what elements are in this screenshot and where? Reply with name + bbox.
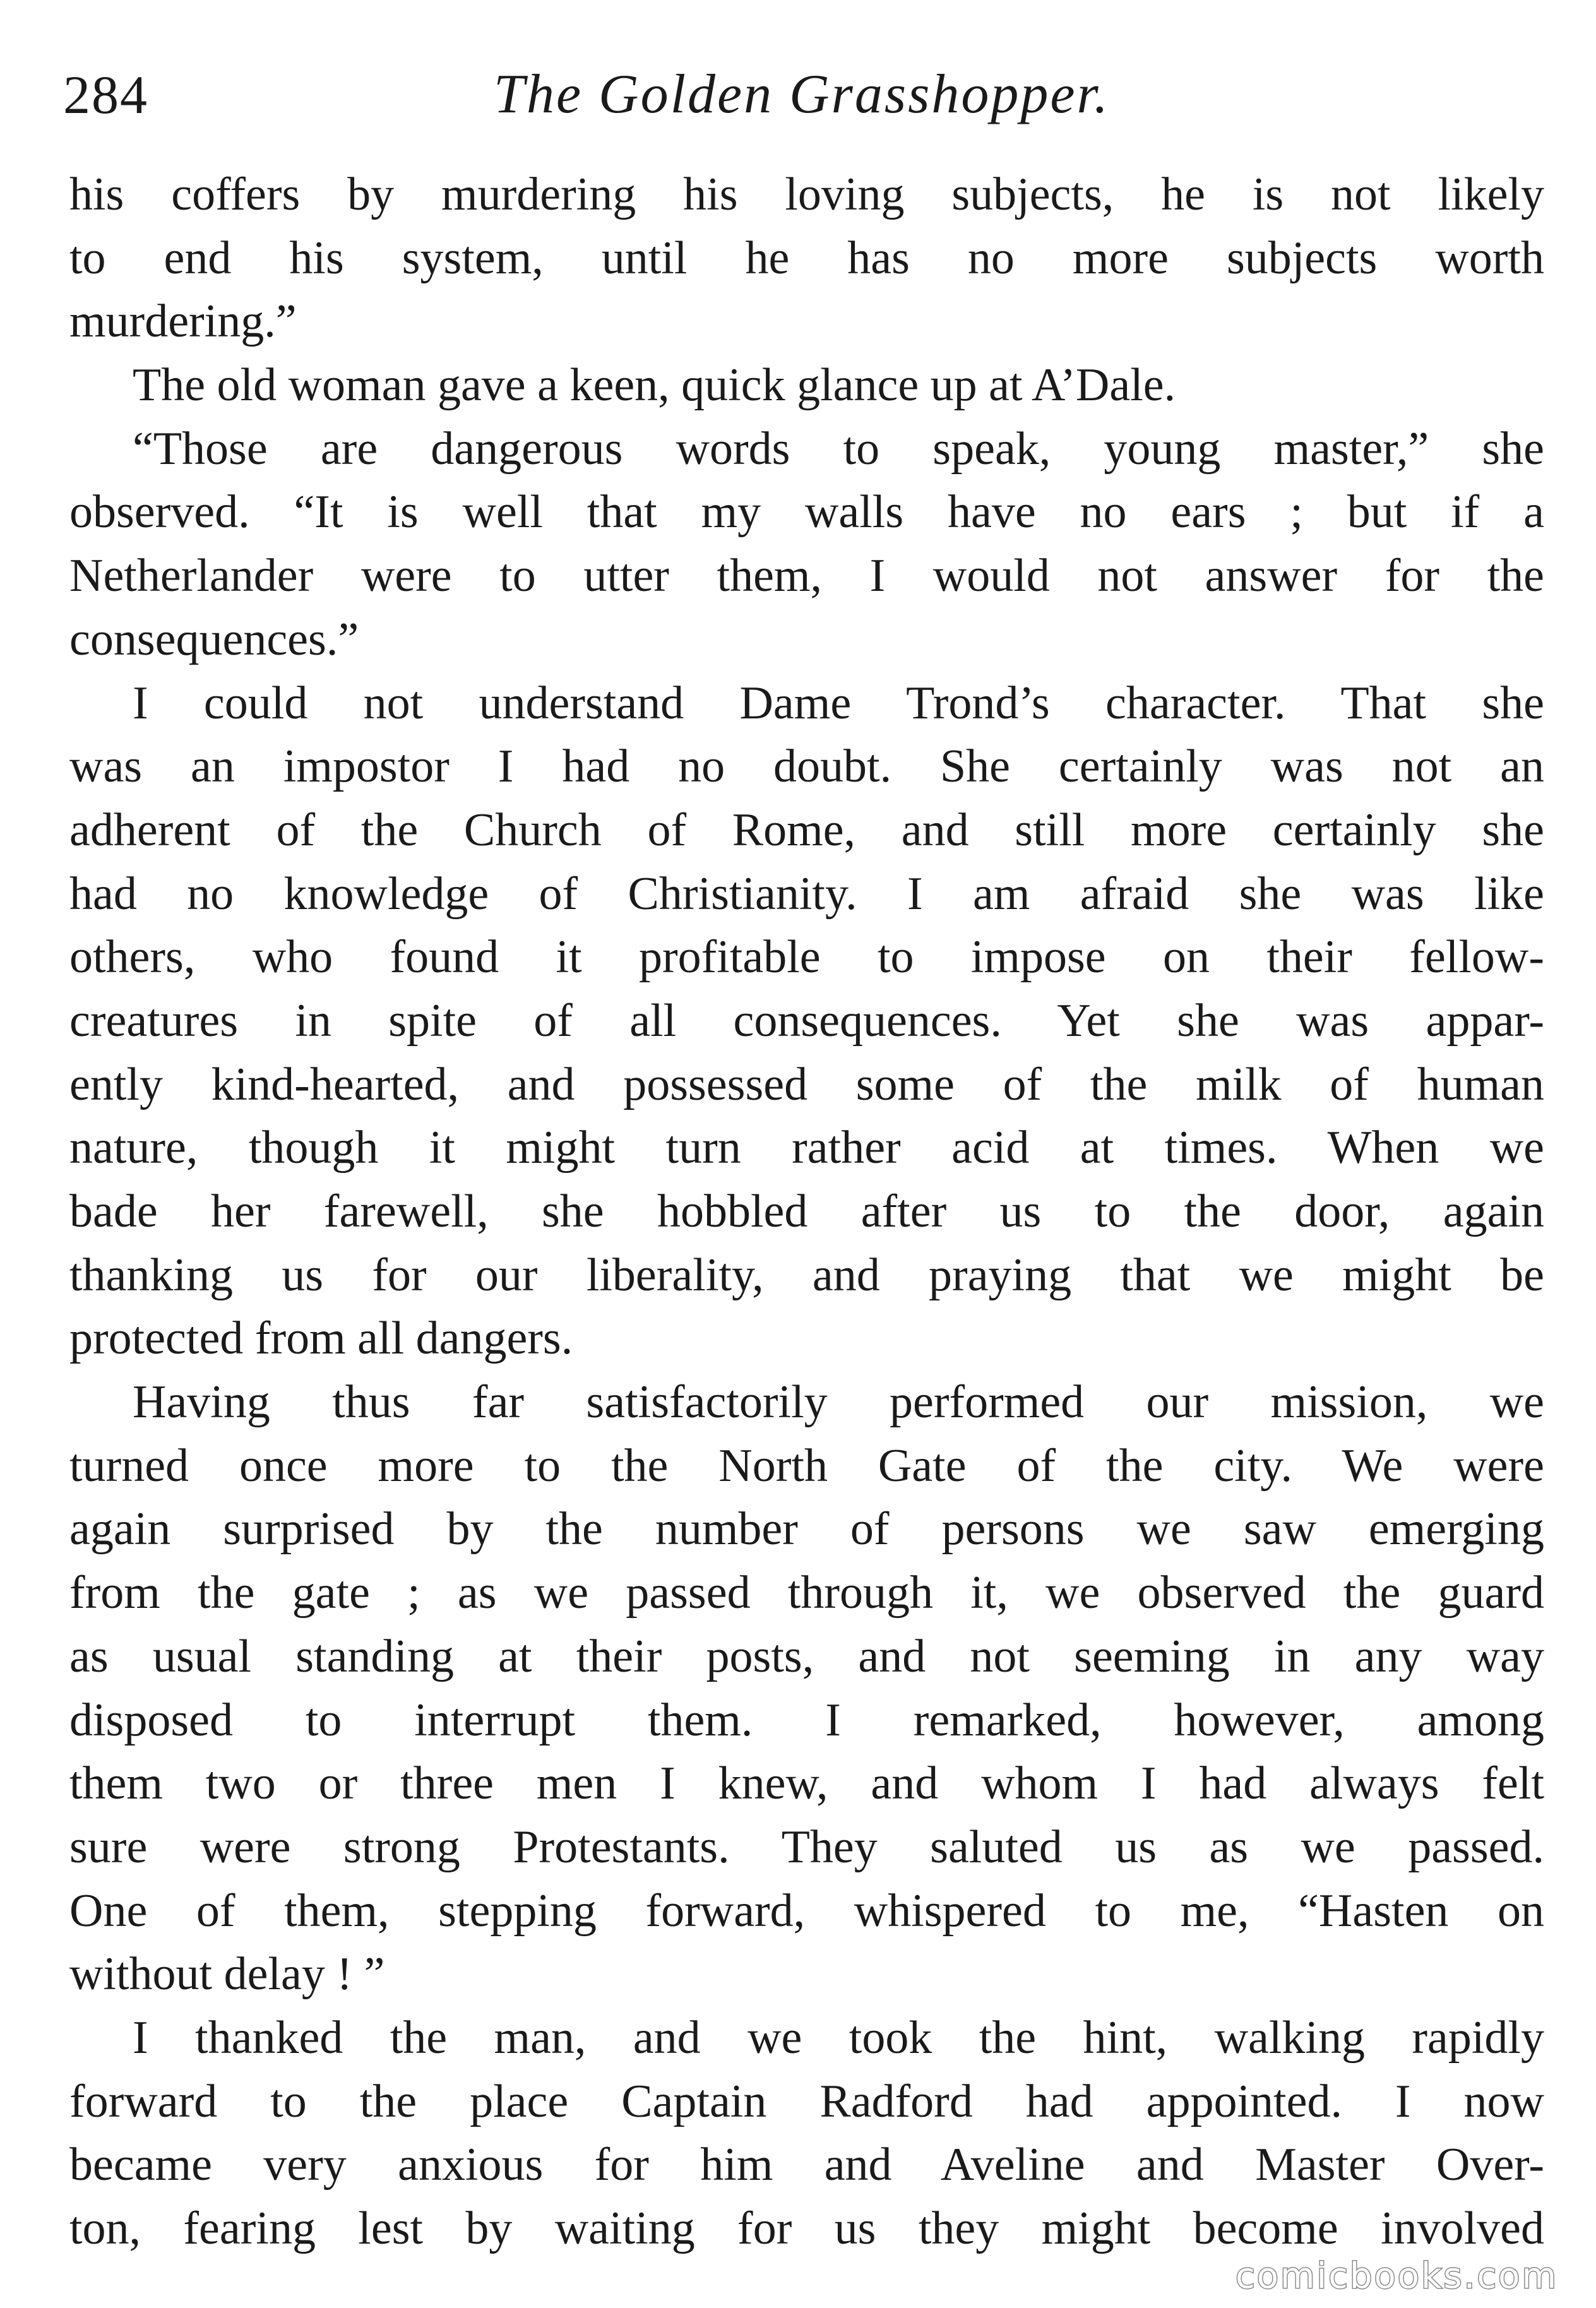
text-line: from the gate ; as we passed through it, we observed the guard bbox=[69, 1567, 1544, 1619]
text-line: them two or three men I knew, and whom I had always felt bbox=[69, 1758, 1544, 1810]
running-head bbox=[63, 57, 1540, 139]
page-number: 284 bbox=[63, 64, 148, 125]
text-line: to end his system, until he has no more subjects worth bbox=[69, 232, 1544, 284]
text-line: ton, fearing lest by waiting for us they might become involved bbox=[69, 2203, 1544, 2254]
text-line: his coffers by murdering his loving subjects, he is not likely bbox=[69, 169, 1544, 220]
text-line: ently kind-hearted, and possessed some of the milk of human bbox=[69, 1058, 1544, 1110]
text-line: sure were strong Protestants. They saluted us as we passed. bbox=[69, 1821, 1544, 1873]
text-line: disposed to interrupt them. I remarked, however, among bbox=[69, 1694, 1544, 1746]
text-line: I thanked the man, and we took the hint, walking rapidly bbox=[133, 2011, 1544, 2064]
text-line: “Those are dangerous words to speak, young master,” she bbox=[133, 422, 1544, 475]
text-line: turned once more to the North Gate of the city. We were bbox=[69, 1439, 1544, 1492]
text-line: murdering.” bbox=[69, 295, 297, 348]
text-line: became very anxious for him and Aveline and Master Over- bbox=[69, 2139, 1544, 2191]
text-line: forward to the place Captain Radford had appointed. I now bbox=[69, 2075, 1544, 2127]
text-line: had no knowledge of Christianity. I am afraid she was like bbox=[69, 867, 1544, 920]
book-title: The Golden Grasshopper. bbox=[494, 64, 1110, 125]
text-line: adherent of the Church of Rome, and still more certainly she bbox=[69, 804, 1544, 856]
text-line: others, who found it profitable to impose on their fellow- bbox=[69, 931, 1544, 984]
text-line: One of them, stepping forward, whispered to me, “Hasten on bbox=[69, 1884, 1544, 1937]
text-line: bade her farewell, she hobbled after us to the door, again bbox=[69, 1186, 1544, 1237]
text-line: was an impostor I had no doubt. She certainly was not an bbox=[69, 741, 1544, 793]
text-line: The old woman gave a keen, quick glance up at A’Dale. bbox=[133, 359, 1176, 412]
text-line: I could not understand Dame Trond’s character. That she bbox=[133, 677, 1544, 729]
text-line: observed. “It is well that my walls have no ears ; but if a bbox=[69, 486, 1544, 538]
text-line: consequences.” bbox=[69, 613, 359, 665]
text-line: again surprised by the number of persons we saw emerging bbox=[69, 1503, 1544, 1556]
watermark: comicbooks.com bbox=[1235, 2256, 1558, 2297]
text-line: as usual standing at their posts, and not seeming in any way bbox=[69, 1630, 1544, 1682]
text-line: Having thus far satisfactorily performed our mission, we bbox=[133, 1376, 1544, 1429]
text-line: without delay ! ” bbox=[69, 1948, 385, 2001]
text-line: Netherlander were to utter them, I would not answer for the bbox=[69, 550, 1544, 602]
text-line: nature, though it might turn rather acid at times. When we bbox=[69, 1122, 1544, 1174]
text-line: thanking us for our liberality, and praying that we might be bbox=[69, 1249, 1544, 1301]
text-line: protected from all dangers. bbox=[69, 1312, 573, 1365]
body-text bbox=[69, 163, 1544, 2261]
text-line: creatures in spite of all consequences. Yet she was appar- bbox=[69, 994, 1544, 1047]
